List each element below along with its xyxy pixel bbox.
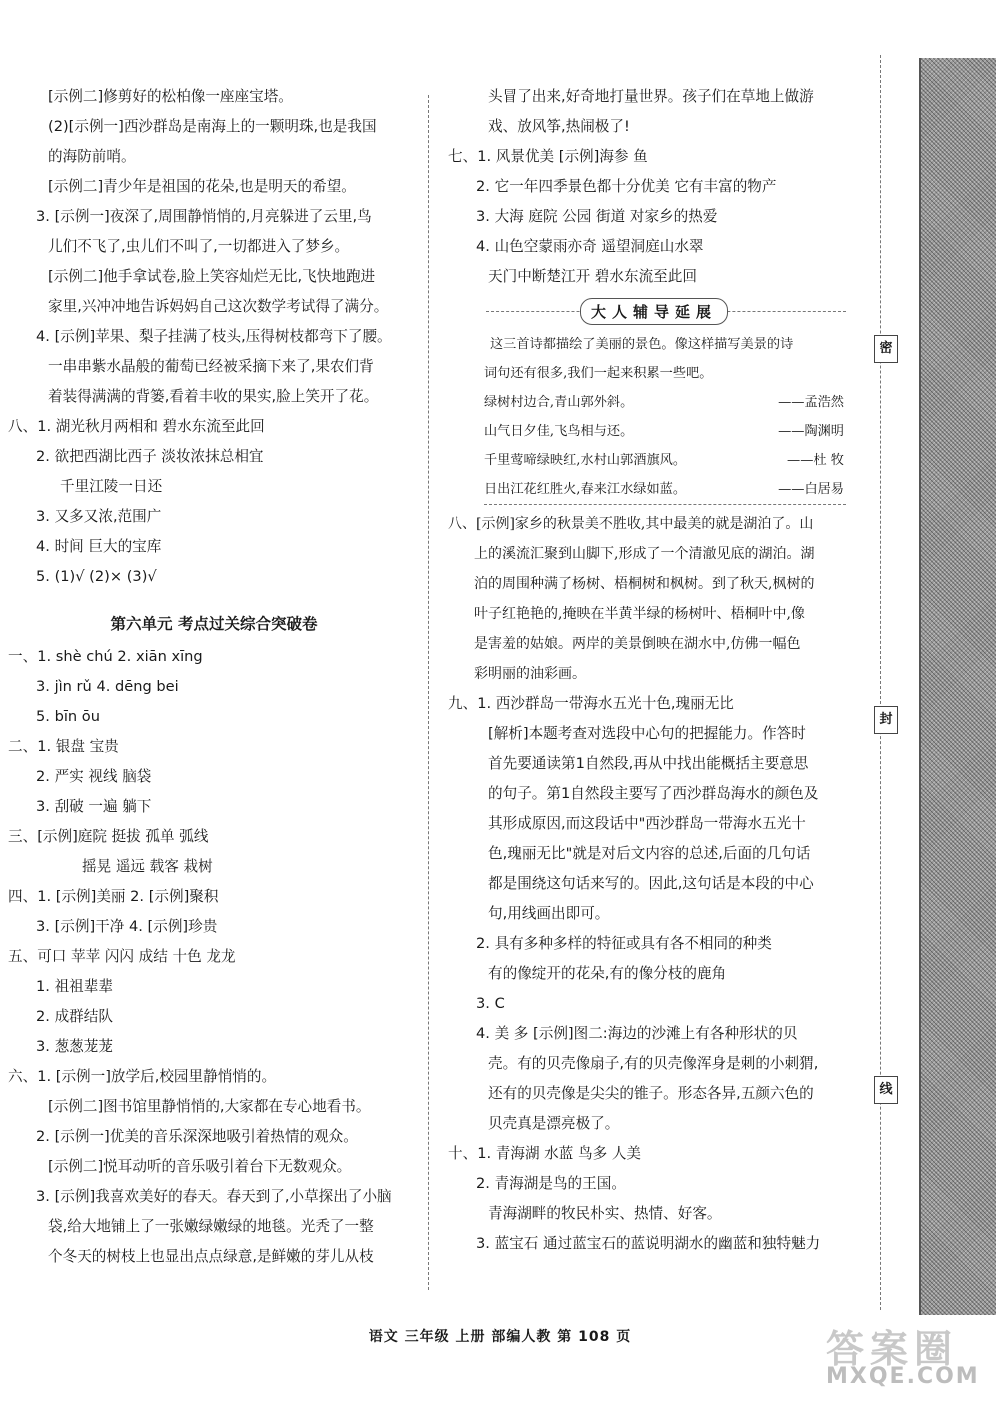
answer-line: 一、1. shè chú 2. xiān xīng	[8, 648, 203, 665]
answer-line: [示例二]悦耳动听的音乐吸引着台下无数观众。	[48, 1158, 352, 1175]
poem-text: 绿树村边合,青山郭外斜。	[484, 395, 634, 410]
poem-text: 山气日夕佳,飞鸟相与还。	[484, 424, 634, 439]
answer-line: 着装得满满的背篓,看着丰收的果实,脸上笑开了花。	[48, 388, 379, 405]
answer-line: 3. 刮破 一遍 躺下	[36, 798, 152, 815]
answer-line: 2. 它一年四季景色都十分优美 它有丰富的物产	[476, 178, 777, 195]
answer-line: 句,用线画出即可。	[488, 905, 610, 922]
answer-line: 2. 严实 视线 脑袋	[36, 768, 152, 785]
answer-line: 2. 具有多种多样的特征或具有各不相同的种类	[476, 935, 772, 952]
answer-line: 家里,兴冲冲地告诉妈妈自己这次数学考试得了满分。	[48, 298, 389, 315]
answer-line: [示例二]青少年是祖国的花朵,也是明天的希望。	[48, 178, 356, 195]
answer-line: 5. (1)√ (2)× (3)√	[36, 568, 157, 585]
poem-line	[484, 446, 846, 475]
unit-title: 第六单元 考点过关综合突破卷	[110, 615, 318, 633]
answer-line: 4. 山色空蒙雨亦奇 遥望洞庭山水翠	[476, 238, 704, 255]
answer-line: 3. jìn rǔ 4. dēng bei	[36, 678, 179, 695]
watermark-text: 答案圈	[826, 1326, 959, 1371]
extension-intro: 词句还有很多,我们一起来积累一些吧。	[484, 366, 713, 381]
binding-mark-feng: 封	[874, 706, 898, 734]
poem-author: ——陶渊明	[778, 424, 844, 439]
answer-line: 贝壳真是漂亮极了。	[488, 1115, 620, 1132]
answer-line: 都是围绕这句话来写的。因此,这句话是本段的中心	[488, 875, 814, 892]
binding-mark-mi: 密	[874, 335, 898, 363]
answer-line: 袋,给大地铺上了一张嫩绿嫩绿的地毯。光秃了一整	[48, 1218, 374, 1235]
answer-line: 青海湖畔的牧民朴实、热情、好客。	[488, 1205, 722, 1222]
answer-line: 摇晃 遥远 载客 栽树	[82, 858, 213, 875]
answer-line: 十、1. 青海湖 水蓝 鸟多 人美	[448, 1145, 642, 1162]
answer-line: 5. bīn ōu	[36, 708, 100, 725]
poem-author: ——杜 牧	[787, 453, 844, 468]
answer-line: 七、1. 风景优美 [示例]海参 鱼	[448, 148, 648, 165]
answer-line: 4. [示例]苹果、梨子挂满了枝头,压得树枝都弯下了腰。	[36, 328, 392, 345]
extension-banner	[448, 294, 860, 328]
answer-line: 头冒了出来,好奇地打量世界。孩子们在草地上做游	[488, 88, 814, 105]
answer-line: 其形成原因,而这段话中"西沙群岛一带海水五光十	[488, 815, 806, 832]
poem-line	[484, 475, 846, 504]
answer-line: 的海防前哨。	[48, 148, 136, 165]
poem-line	[484, 388, 846, 417]
answer-line: 壳。有的贝壳像扇子,有的贝壳像浑身是刺的小刺猬,	[488, 1055, 819, 1072]
answer-line: [示例二]图书馆里静悄悄的,大家都在专心地看书。	[48, 1098, 371, 1115]
page-edge-hatching	[919, 58, 996, 1315]
answer-line: 1. 祖祖辈辈	[36, 978, 113, 995]
answer-line: 是害羞的姑娘。两岸的美景倒映在湖水中,仿佛一幅色	[474, 636, 801, 652]
answer-line: 泊的周围种满了杨树、梧桐树和枫树。到了秋天,枫树的	[474, 576, 815, 592]
answer-line: 3. 又多又浓,范围广	[36, 508, 162, 525]
extension-banner-label: 大人辅导延展	[580, 298, 728, 325]
answer-line: 彩明丽的油彩画。	[474, 666, 586, 682]
answer-line: 的句子。第1自然段主要写了西沙群岛海水的颜色及	[488, 785, 819, 802]
watermark-logo	[806, 1318, 996, 1398]
poem-author: ——白居易	[778, 482, 844, 497]
answer-line: 八、1. 湖光秋月两相和 碧水东流至此回	[8, 418, 265, 435]
binding-mark-xian: 线	[874, 1076, 898, 1104]
answer-line: [解析]本题考查对选段中心句的把握能力。作答时	[488, 725, 806, 742]
answer-line: 个冬天的树枝上也显出点点绿意,是鲜嫩的芽儿从枝	[48, 1248, 374, 1265]
answer-line: 首先要通读第1自然段,再从中找出能概括主要意思	[488, 755, 809, 772]
answer-line: 九、1. 西沙群岛一带海水五光十色,瑰丽无比	[448, 695, 734, 712]
answer-line: 一串串紫水晶般的葡萄已经被采摘下来了,果农们背	[48, 358, 374, 375]
answer-line: 4. 时间 巨大的宝库	[36, 538, 162, 555]
answer-line: 天门中断楚江开 碧水东流至此回	[488, 268, 697, 285]
answer-line: 2. 欲把西湖比西子 淡妆浓抹总相宜	[36, 448, 264, 465]
answer-line: 八、[示例]家乡的秋景美不胜收,其中最美的就是湖泊了。山	[448, 516, 814, 532]
extension-intro: 这三首诗都描绘了美丽的景色。像这样描写美景的诗	[490, 337, 794, 352]
answer-line: 四、1. [示例]美丽 2. [示例]聚积	[8, 888, 219, 905]
answer-line: 2. 成群结队	[36, 1008, 113, 1025]
answer-line: 2. [示例一]优美的音乐深深地吸引着热情的观众。	[36, 1128, 358, 1145]
answer-line: [示例二]修剪好的松柏像一座座宝塔。	[48, 88, 293, 105]
answer-line: (2)[示例一]西沙群岛是南海上的一颗明珠,也是我国	[48, 118, 377, 135]
answer-line: 上的溪流汇聚到山脚下,形成了一个清澈见底的湖泊。湖	[474, 546, 815, 562]
extension-box	[484, 330, 846, 505]
answer-line: [示例二]他手拿试卷,脸上笑容灿烂无比,飞快地跑进	[48, 268, 376, 285]
watermark-url: MXQE.COM	[826, 1364, 980, 1389]
poem-text: 千里莺啼绿映红,水村山郭酒旗风。	[484, 453, 687, 468]
extension-box-bottom-rule	[484, 504, 846, 505]
answer-line: 有的像绽开的花朵,有的像分枝的鹿角	[488, 965, 727, 982]
binding-line	[880, 55, 893, 1310]
poem-line	[484, 417, 846, 446]
answer-line: 色,瑰丽无比"就是对后文内容的总述,后面的几句话	[488, 845, 811, 862]
answer-line: 五、可口 苹苹 闪闪 成结 十色 龙龙	[8, 948, 236, 965]
answer-line: 三、[示例]庭院 挺拔 孤单 弧线	[8, 828, 209, 845]
poem-author: ——孟浩然	[778, 395, 844, 410]
answer-line: 叶子红艳艳的,掩映在半黄半绿的杨树叶、梧桐叶中,像	[474, 606, 805, 622]
answer-line: 戏、放风筝,热闹极了!	[488, 118, 630, 135]
answer-line: 3. [示例一]夜深了,周围静悄悄的,月亮躲进了云里,鸟	[36, 208, 372, 225]
answer-line: 3. 蓝宝石 通过蓝宝石的蓝说明湖水的幽蓝和独特魅力	[476, 1235, 821, 1252]
answer-line: 3. 葱葱茏茏	[36, 1038, 113, 1055]
poem-text: 日出江花红胜火,春来江水绿如蓝。	[484, 482, 687, 497]
page-footer: 语文 三年级 上册 部编人教 第 108 页	[368, 1329, 632, 1345]
answer-line: 3. [示例]我喜欢美好的春天。春天到了,小草探出了小脑	[36, 1188, 392, 1205]
left-column	[8, 82, 420, 1272]
answer-line: 3. [示例]干净 4. [示例]珍贵	[36, 918, 218, 935]
answer-line: 千里江陵一日还	[60, 478, 163, 495]
column-divider	[428, 95, 429, 1290]
answer-line: 六、1. [示例一]放学后,校园里静悄悄的。	[8, 1068, 277, 1085]
right-column	[448, 82, 860, 1259]
answer-line: 3. C	[476, 995, 505, 1012]
answer-line: 4. 美 多 [示例]图二:海边的沙滩上有各种形状的贝	[476, 1025, 798, 1042]
answer-line: 3. 大海 庭院 公园 街道 对家乡的热爱	[476, 208, 718, 225]
answer-line: 儿们不飞了,虫儿们不叫了,一切都进入了梦乡。	[48, 238, 350, 255]
answer-line: 2. 青海湖是鸟的王国。	[476, 1175, 626, 1192]
answer-line: 二、1. 银盘 宝贵	[8, 738, 119, 755]
answer-line: 还有的贝壳像是尖尖的锥子。形态各异,五颜六色的	[488, 1085, 814, 1102]
